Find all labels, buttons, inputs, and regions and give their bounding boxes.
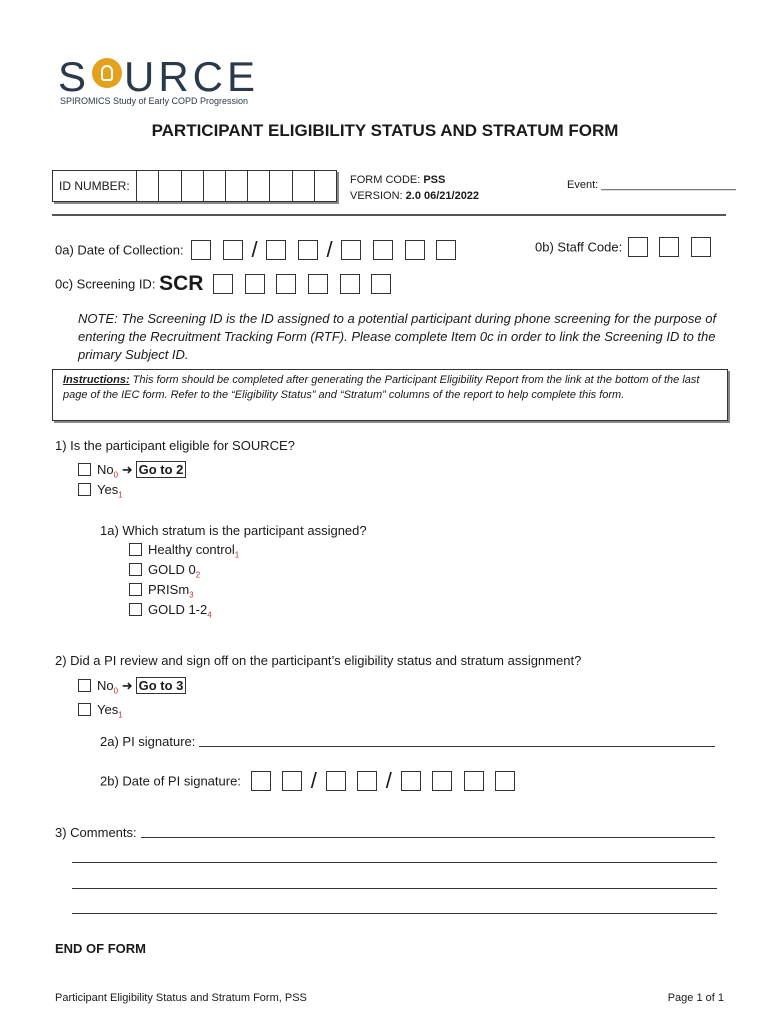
option-code: 1 bbox=[234, 550, 240, 560]
date-digit-field[interactable] bbox=[298, 240, 318, 260]
q1-option-no[interactable] bbox=[78, 461, 186, 480]
option-label: No bbox=[97, 678, 114, 693]
checkbox[interactable] bbox=[129, 603, 142, 616]
option-label: PRISm bbox=[148, 582, 190, 597]
question-2: 2) Did a PI review and sign off on the participant’s eligibility status and stratum assignment? bbox=[55, 653, 582, 668]
instructions-text: This form should be completed after generating the Participant Eligibility Report from the link at the bottom of the last page of the IEC form. Refer to the “Eligibility Status” and “Stratum” columns of the report to help complete this form. bbox=[63, 374, 700, 401]
source-logo bbox=[58, 53, 260, 100]
page-title: PARTICIPANT ELIGIBILITY STATUS AND STRATUM FORM bbox=[151, 121, 619, 140]
date-digit-field[interactable] bbox=[401, 771, 421, 791]
date-digit-field[interactable] bbox=[436, 240, 456, 260]
staff-code-field[interactable] bbox=[659, 237, 679, 257]
checkbox[interactable] bbox=[78, 463, 91, 476]
q2-option-no[interactable] bbox=[78, 677, 186, 696]
pi-signature-row bbox=[100, 734, 715, 749]
id-digit-field[interactable] bbox=[181, 171, 203, 201]
comments-line[interactable] bbox=[72, 876, 717, 889]
comments-field[interactable] bbox=[141, 825, 715, 838]
comments-row bbox=[55, 825, 715, 840]
screening-id-label: 0c) Screening ID: bbox=[55, 276, 156, 292]
date-digit-field[interactable] bbox=[373, 240, 393, 260]
scr-prefix: SCR bbox=[159, 272, 204, 295]
q1a-option-healthy-control[interactable] bbox=[129, 542, 239, 560]
form-code-label: FORM CODE: bbox=[350, 174, 421, 186]
checkbox[interactable] bbox=[78, 483, 91, 496]
option-code: 4 bbox=[207, 610, 212, 620]
option-label: Yes bbox=[97, 702, 119, 717]
date-digit-field[interactable] bbox=[266, 240, 286, 260]
event-field[interactable]: Event: ______________________ bbox=[567, 179, 736, 191]
screening-id-field[interactable] bbox=[340, 274, 360, 294]
date-separator: / bbox=[310, 768, 317, 793]
logo-subtitle: SPIROMICS Study of Early COPD Progression bbox=[60, 96, 249, 106]
logo-text-left: S bbox=[58, 53, 91, 100]
date-digit-field[interactable] bbox=[495, 771, 515, 791]
id-digit-field[interactable] bbox=[247, 171, 269, 201]
date-of-collection-label: 0a) Date of Collection: bbox=[55, 242, 184, 258]
screening-id-field[interactable] bbox=[308, 274, 328, 294]
screening-id-field[interactable] bbox=[371, 274, 391, 294]
comments-line[interactable] bbox=[72, 901, 717, 914]
date-separator: / bbox=[385, 768, 392, 793]
option-label: GOLD 1-2 bbox=[148, 602, 208, 617]
arrow-right-icon: ➜ bbox=[121, 678, 133, 693]
footer-form-name: Participant Eligibility Status and Stratum Form, PSS bbox=[55, 992, 307, 1004]
header-divider bbox=[52, 214, 726, 216]
form-code-value: PSS bbox=[423, 174, 446, 186]
date-digit-field[interactable] bbox=[432, 771, 452, 791]
instructions-label: Instructions: bbox=[63, 374, 130, 386]
id-digit-field[interactable] bbox=[225, 171, 247, 201]
option-code: 2 bbox=[195, 570, 201, 580]
pi-signature-date-row bbox=[100, 768, 515, 794]
pi-signature-label: 2a) PI signature: bbox=[100, 734, 196, 749]
staff-code-field[interactable] bbox=[628, 237, 648, 257]
q2-option-yes[interactable] bbox=[78, 702, 123, 720]
date-digit-field[interactable] bbox=[282, 771, 302, 791]
checkbox[interactable] bbox=[129, 543, 142, 556]
date-separator: / bbox=[251, 237, 258, 262]
end-of-form: END OF FORM bbox=[55, 941, 146, 956]
checkbox[interactable] bbox=[78, 703, 91, 716]
option-label: No bbox=[97, 462, 114, 477]
screening-id-field[interactable] bbox=[245, 274, 265, 294]
staff-code-field[interactable] bbox=[691, 237, 711, 257]
id-number-box bbox=[52, 170, 337, 202]
checkbox[interactable] bbox=[78, 679, 91, 692]
date-digit-field[interactable] bbox=[251, 771, 271, 791]
date-digit-field[interactable] bbox=[223, 240, 243, 260]
id-digit-field[interactable] bbox=[269, 171, 291, 201]
question-1: 1) Is the participant eligible for SOURCE? bbox=[55, 438, 295, 453]
date-digit-field[interactable] bbox=[191, 240, 211, 260]
comments-line[interactable] bbox=[72, 850, 717, 863]
form-code-block bbox=[350, 172, 479, 204]
question-1a: 1a) Which stratum is the participant assigned? bbox=[100, 523, 367, 538]
id-digit-field[interactable] bbox=[136, 171, 158, 201]
arrow-right-icon: ➜ bbox=[121, 462, 133, 477]
screening-id-row bbox=[55, 272, 391, 296]
q1a-option-prism[interactable] bbox=[129, 582, 194, 600]
date-separator: / bbox=[326, 237, 333, 262]
screening-id-note: NOTE: The Screening ID is the ID assigned to a potential participant during phone screening for the purpose of entering the Recruitment Tracking Form (RTF). Please complete Item 0c in order to link the Screening ID to the primary Subject ID. bbox=[78, 311, 717, 362]
skip-instruction: Go to 3 bbox=[136, 677, 187, 694]
option-label: GOLD 0 bbox=[148, 562, 196, 577]
q1a-option-gold-0[interactable] bbox=[129, 562, 200, 580]
id-digit-field[interactable] bbox=[314, 171, 336, 201]
skip-instruction: Go to 2 bbox=[136, 461, 187, 478]
q1-option-yes[interactable] bbox=[78, 482, 123, 500]
checkbox[interactable] bbox=[129, 563, 142, 576]
id-digit-field[interactable] bbox=[203, 171, 225, 201]
lungs-icon bbox=[92, 58, 122, 88]
pi-signature-date-label: 2b) Date of PI signature: bbox=[100, 773, 241, 789]
id-digit-field[interactable] bbox=[158, 171, 180, 201]
date-digit-field[interactable] bbox=[464, 771, 484, 791]
option-label: Healthy control bbox=[148, 542, 235, 557]
checkbox[interactable] bbox=[129, 583, 142, 596]
date-of-collection-row bbox=[55, 237, 456, 263]
id-digit-field[interactable] bbox=[292, 171, 314, 201]
instructions-box bbox=[52, 369, 728, 421]
date-digit-field[interactable] bbox=[326, 771, 346, 791]
option-code: 1 bbox=[118, 490, 123, 500]
option-code: 1 bbox=[118, 710, 123, 720]
screening-id-field[interactable] bbox=[276, 274, 296, 294]
id-number-label: ID NUMBER: bbox=[59, 179, 130, 193]
date-digit-field[interactable] bbox=[357, 771, 377, 791]
option-code: 3 bbox=[189, 590, 194, 600]
date-digit-field[interactable] bbox=[341, 240, 361, 260]
logo-text-right: URCE bbox=[124, 53, 260, 100]
q1a-option-gold-1-2[interactable] bbox=[129, 602, 212, 620]
date-digit-field[interactable] bbox=[405, 240, 425, 260]
footer-page-number: Page 1 of 1 bbox=[667, 992, 724, 1004]
staff-code-label: 0b) Staff Code: bbox=[535, 239, 623, 255]
option-code: 0 bbox=[113, 470, 119, 480]
screening-id-field[interactable] bbox=[213, 274, 233, 294]
comments-label: 3) Comments: bbox=[55, 825, 137, 840]
staff-code-row bbox=[535, 237, 711, 257]
pi-signature-field[interactable] bbox=[199, 734, 715, 747]
version-value: 2.0 06/21/2022 bbox=[405, 190, 480, 202]
option-code: 0 bbox=[113, 686, 119, 696]
option-label: Yes bbox=[97, 482, 119, 497]
version-label: VERSION: bbox=[350, 190, 403, 202]
